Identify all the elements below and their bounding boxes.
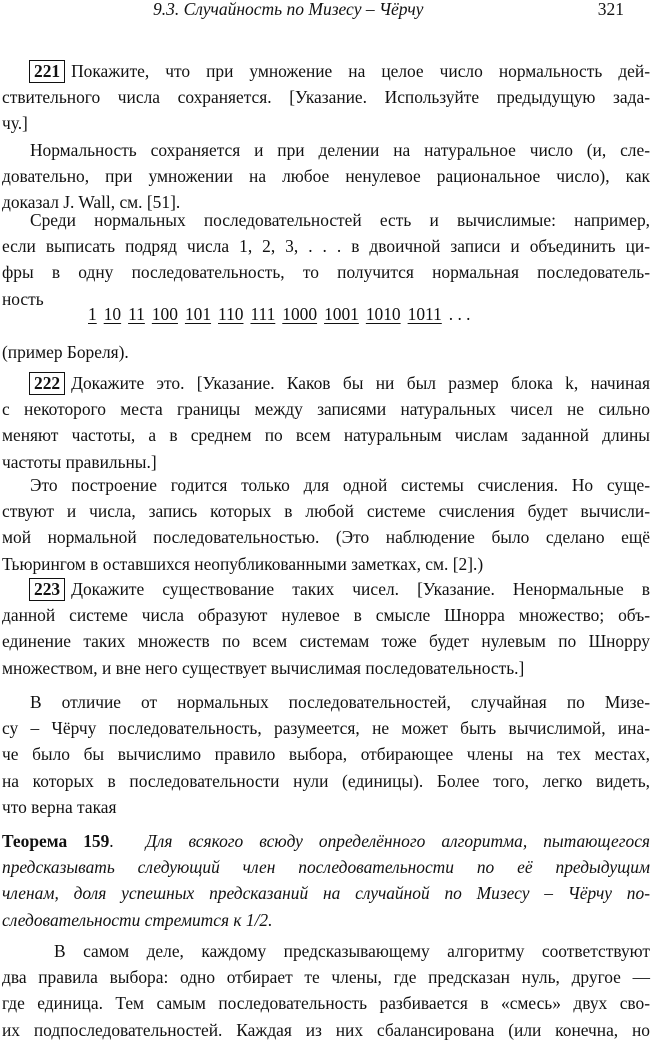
exercise-text-line: множеством, и вне него существует вычислимая последовательность.]: [2, 657, 525, 678]
sequence-group: 100: [151, 304, 178, 324]
paragraph-line: где единица. Тем самым последовательность разбивается в «смесь» двух сво-: [2, 993, 650, 1014]
sequence-ellipsis: . . .: [448, 304, 471, 324]
binary-sequence: [88, 301, 471, 327]
sequence-group: 1010: [365, 304, 401, 324]
paragraph-line: доказал J. Wall, см. [51].: [2, 192, 181, 213]
exercise-text-line: ствительного числа сохраняется. [Указание. Используйте предыдущую зада-: [2, 87, 650, 108]
exercise-number: 222: [29, 372, 65, 395]
paragraph-line: Тьюрингом в оставшихся неопубликованными заметках, см. [2].): [2, 553, 484, 574]
paragraph-line: фры в одну последовательность, то получится нормальная последователь-: [2, 262, 650, 283]
paragraph-line: два правила выбора: одно отбирает те члены, где предсказан нуль, другое —: [2, 967, 650, 988]
exercise-text-line: с некоторого места границы между записями натуральных чисел не сильно: [2, 399, 650, 420]
page-number: 321: [597, 0, 624, 19]
theorem-text-line: членам, доля успешных предсказаний на случайной по Мизесу – Чёрчу по-: [2, 883, 650, 904]
paragraph-line: на которых в последовательности нули (единицы). Более того, легко видеть,: [2, 770, 650, 791]
paragraph-line: довательно, при умножении на любое ненулевое рациональное число), как: [2, 166, 650, 187]
exercise-text-line: Докажите это. [Указание. Каков бы ни был размер блока k, начиная: [71, 373, 650, 393]
paragraph-line: Нормальность сохраняется и при делении на натуральное число (и, сле-: [30, 140, 650, 160]
sequence-group: 101: [184, 304, 212, 324]
paragraph: [2, 137, 650, 216]
paragraph-line: их подпоследовательностей. Каждая из них сбалансирована (или конечна, но: [2, 1019, 650, 1040]
exercise-text-line: чу.]: [2, 113, 28, 134]
exercise-text-line: Докажите существование таких чисел. [Указание. Ненормальные в: [71, 579, 650, 599]
theorem-text-line: следовательности стремится к 1/2.: [2, 909, 273, 930]
sequence-group: 1011: [407, 304, 442, 324]
theorem-text-line: Для всякого всюду определённого алгоритма, пытающегося: [145, 831, 650, 851]
exercise-222: [2, 370, 650, 475]
sequence-group: 1000: [282, 304, 318, 324]
exercise-number: 223: [29, 578, 65, 601]
exercise-number: 221: [29, 60, 65, 83]
paragraph: [2, 938, 650, 1043]
sequence-group: 10: [103, 304, 122, 324]
paragraph: [2, 207, 650, 312]
sequence-group: 1001: [324, 304, 359, 324]
theorem-159: Теорема 159. Для всякого всюду определённого алгоритма, пытающегося предсказывать следующий член последовательности по её предыдущим членам, доля успешных предсказаний на случайной по Мизесу – Чёрчу по- следовательности стремится к 1/2.: [2, 828, 650, 933]
sequence-group: 1: [88, 304, 97, 324]
theorem-label: Теорема 159: [2, 831, 110, 851]
paragraph-line: что верна такая: [2, 796, 117, 817]
paragraph: [2, 472, 650, 577]
theorem-text-line: предсказывать следующий член последовательности по её предыдущим: [2, 857, 650, 878]
paragraph-line: су – Чёрчу последовательность, разумеется, не может быть вычислимой, ина-: [2, 718, 650, 739]
exercise-text-line: Покажите, что при умножение на целое число нормальность дей-: [71, 61, 650, 81]
paragraph-line: Это построение годится только для одной системы счисления. Но суще-: [30, 475, 650, 495]
paragraph-line: че было бы вычислимо правило выбора, отбирающее члены на тех местах,: [2, 744, 650, 765]
paragraph-line: мой нормальной последовательностью. (Это наблюдение было сделано ещё: [2, 527, 650, 548]
running-head: [0, 0, 652, 20]
exercise-text-line: частоты правильны.]: [2, 451, 157, 472]
paragraph: [2, 689, 650, 820]
paragraph-line: ствуют и числа, запись которых в любой системе счисления будет вычисли-: [2, 501, 650, 522]
paragraph-line: ность: [2, 288, 44, 309]
paragraph-line: если выписать подряд числа 1, 2, 3, . . . в двоичной записи и объединить ци-: [2, 236, 650, 257]
sequence-group: 11: [128, 304, 145, 324]
sequence-group: 111: [250, 304, 276, 324]
paragraph-line: Среди нормальных последовательностей есть и вычислимые: например,: [30, 210, 650, 230]
exercise-text-line: единение таких множеств по всем системам тоже будет нулевым по Шнорру: [2, 631, 650, 652]
exercise-223: [2, 576, 650, 681]
sequence-group: 110: [218, 304, 244, 324]
exercise-text-line: меняют частоты, а в среднем по всем натуральным числам заданной длины: [2, 425, 650, 446]
paragraph-line: В отличие от нормальных последовательностей, случайная по Мизе-: [30, 692, 650, 712]
exercise-text-line: данной системе числа образуют нулевое в смысле Шнорра множество; объ-: [2, 605, 650, 626]
exercise-221: [2, 58, 650, 137]
paragraph-line: В самом деле, каждому предсказывающему алгоритму соответствуют: [54, 941, 650, 961]
borel-note: [2, 339, 650, 365]
paragraph-line: (пример Бореля).: [2, 342, 129, 362]
section-title: 9.3. Случайность по Мизесу – Чёрчу: [153, 0, 424, 19]
